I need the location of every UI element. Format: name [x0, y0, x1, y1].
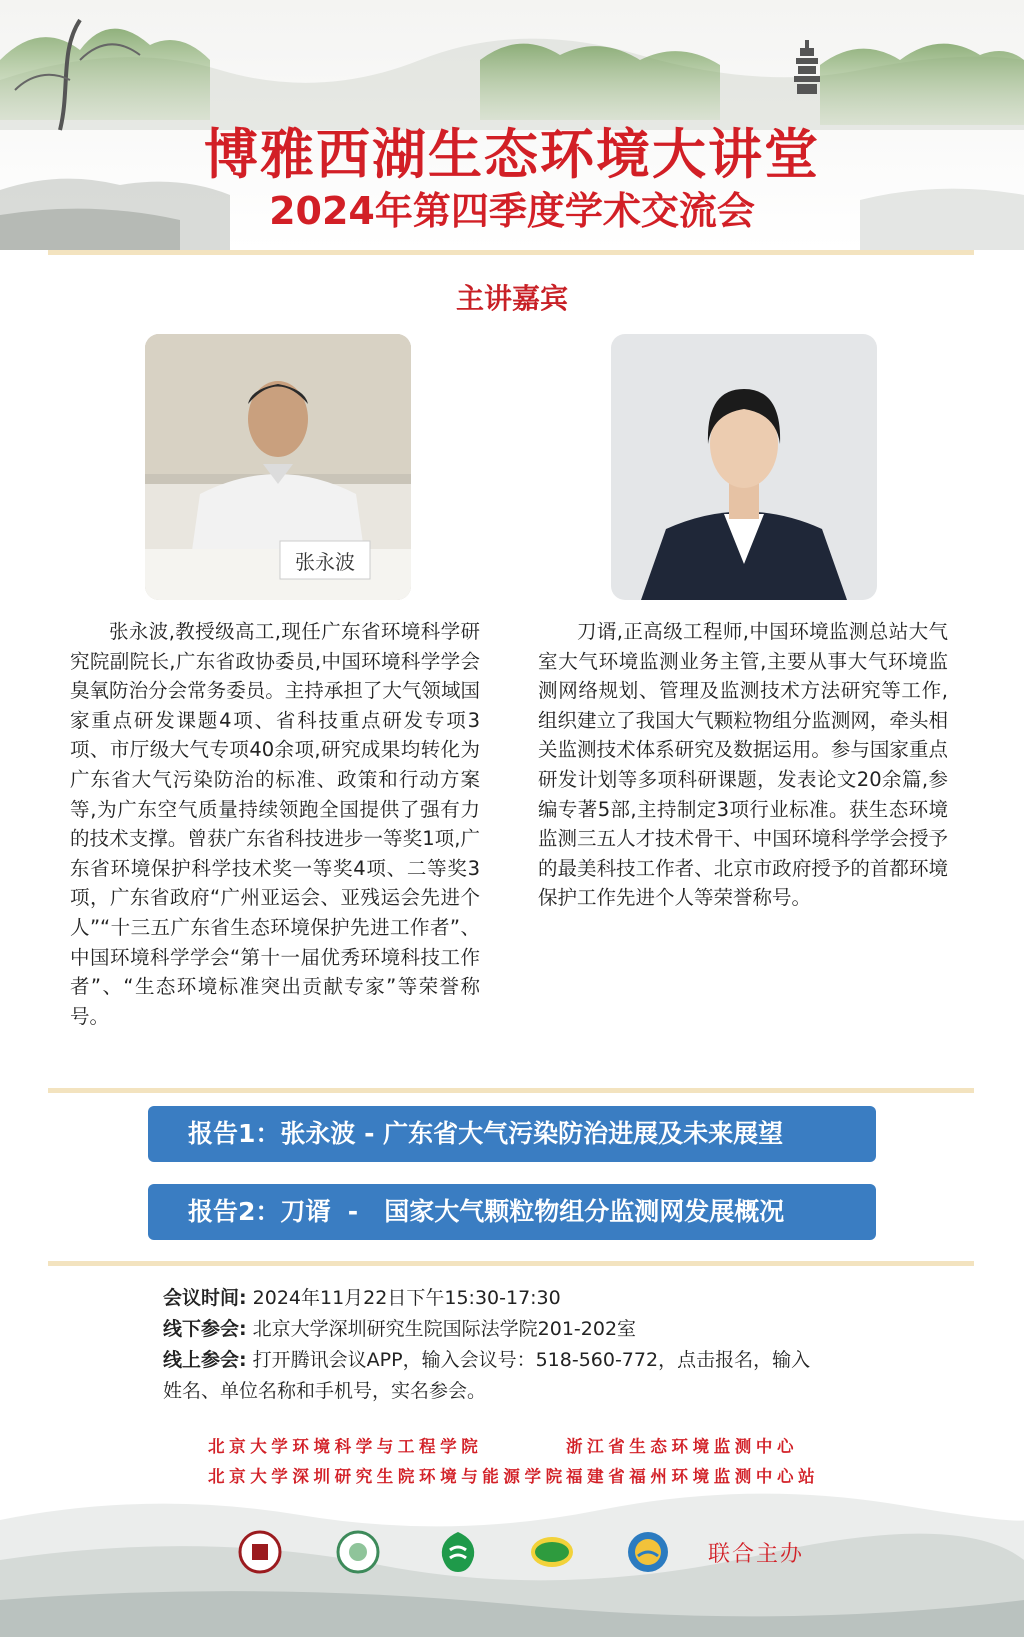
speakers-heading: 主讲嘉宾 [455, 282, 568, 315]
organizer-2: 浙江省生态环境监测中心 [566, 1437, 799, 1456]
organizer-4: 福建省福州环境监测中心站 [566, 1467, 820, 1486]
meeting-time [163, 1283, 561, 1314]
footer-landscape [0, 1460, 1024, 1637]
divider [48, 1261, 974, 1266]
online-venue [163, 1345, 810, 1376]
online-value: 打开腾讯会议APP，输入会议号：518-560-772，点击报名，输入 [252, 1349, 811, 1371]
meeting-time-value: 2024年11月22日下午15:30-17:30 [252, 1287, 561, 1309]
organizer-3: 北京大学深圳研究生院环境与能源学院 [208, 1467, 567, 1486]
monitoring-center-logo-icon [436, 1530, 480, 1574]
speaker-photo-2 [611, 334, 877, 600]
offline-value: 北京大学深圳研究生院国际法学院201-202室 [252, 1318, 637, 1340]
speaker-bio-2: 刀谞,正高级工程师,中国环境监测总站大气室大气环境监测业务主管,主要从事大气环境监测网络规划、管理及监测技术方法研究等工作,组织建立了我国大气颗粒物组分监测网，牵头相关监测技术体系研究及数据运用。参与国家重点研发计划等多项科研课题，发表论文20余篇,参编专著5部,主持制定3项行业标准。获生态环境监测三五人才技术骨干、中国环境科学学会授予的最美科技工作者、北京市政府授予的首都环境保护工作先进个人等荣誉称号。 [538, 620, 948, 910]
offline-venue [163, 1314, 636, 1345]
speaker-bio-1: 张永波,教授级高工,现任广东省环境科学研究院副院长,广东省政协委员,中国环境科学学会臭氧防治分会常务委员。主持承担了大气领域国家重点研发课题4项、省科技重点研发专项3项、市厅级大气专项40余项,研究成果均转化为广东省大气污染防治的标准、政策和行动方案等,为广东空气质量持续领跑全国提供了强有力的技术支撑。曾获广东省科技进步一等奖1项,广东省环境保护科学技术奖一等奖4项、二等奖3项，广东省政府“广州亚运会、亚残运会先进个人”“十三五广东省生态环境保护先进工作者”、中国环境科学学会“第十一届优秀环境科技工作者”、“生态环境标准突出贡献专家”等荣誉称号。 [70, 620, 480, 1028]
online-label: 线上参会: [163, 1349, 247, 1371]
online-venue-line-2: 姓名、单位名称和手机号，实名参会。 [163, 1380, 487, 1402]
divider [48, 250, 974, 255]
zeem-logo-icon [530, 1530, 574, 1574]
divider [48, 1088, 974, 1093]
shenzhen-grad-school-logo-icon [336, 1530, 380, 1574]
page-title: 博雅西湖生态环境大讲堂 [204, 123, 820, 186]
speaker-photo-1 [145, 334, 411, 600]
meeting-time-label: 会议时间: [163, 1287, 247, 1309]
report-1-bar: 报告1：张永波 - 广东省大气污染防治进展及未来展望 [148, 1106, 876, 1162]
report-2-bar: 报告2：刀谞 - 国家大气颗粒物组分监测网发展概况 [148, 1184, 876, 1240]
fuzhou-station-logo-icon [626, 1530, 670, 1574]
name-plate: 张永波 [295, 550, 355, 574]
pku-logo-icon [238, 1530, 282, 1574]
organizer-1: 北京大学环境科学与工程学院 [208, 1437, 483, 1456]
co-host-label: 联合主办 [708, 1542, 805, 1567]
page-subtitle: 2024年第四季度学术交流会 [269, 189, 755, 233]
offline-label: 线下参会: [163, 1318, 247, 1340]
